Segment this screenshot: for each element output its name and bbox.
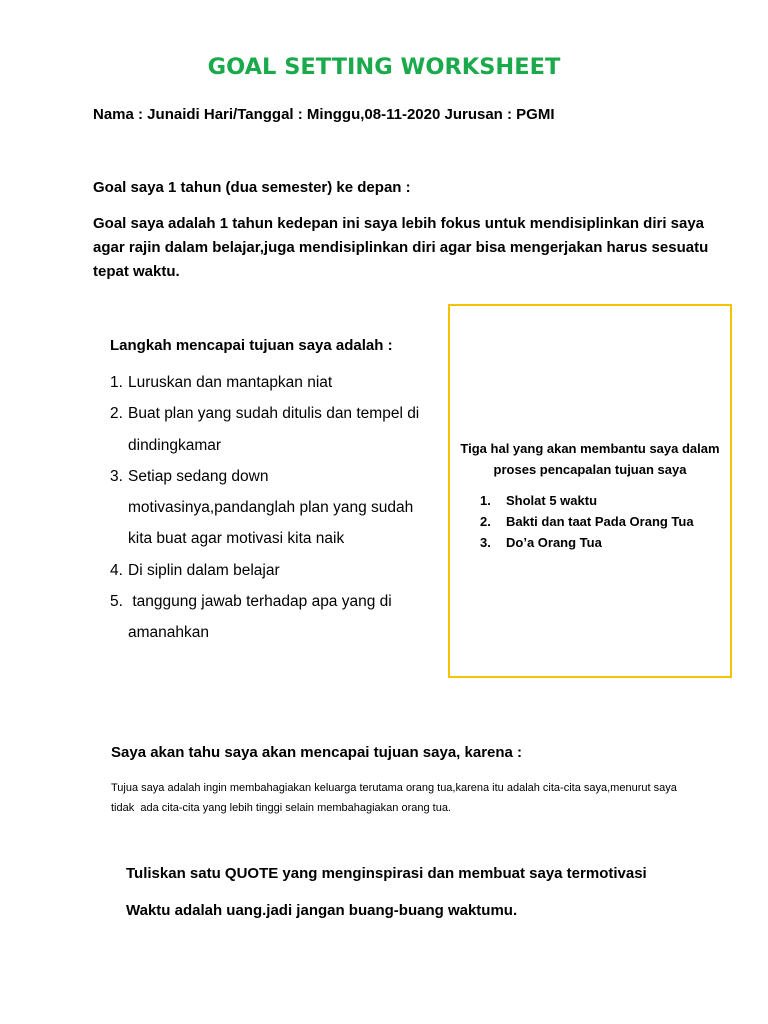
- steps-item-text: Buat plan yang sudah ditulis dan tempel di dindingkamar: [128, 405, 420, 454]
- steps-item-number: 4.: [110, 561, 123, 579]
- student-info-line: Nama : Junaidi Hari/Tanggal : Minggu,08-11-2020 Jurusan : PGMI: [93, 106, 555, 123]
- help-list-item: [480, 532, 694, 553]
- goal-text: Goal saya adalah 1 tahun kedepan ini saya lebih fokus untuk mendisiplinkan diri saya agar rajin dalam belajar,juga mendisiplinkan diri agar bisa mengerjakan harus sesuatu tepat waktu.: [93, 215, 709, 280]
- help-item-text: Bakti dan taat Pada Orang Tua: [506, 514, 694, 529]
- help-item-number: 3.: [480, 535, 491, 550]
- quote-heading: Tuliskan satu QUOTE yang menginspirasi dan membuat saya termotivasi: [126, 865, 647, 882]
- steps-item-number: 1.: [110, 374, 123, 391]
- help-list-item: [480, 511, 694, 532]
- steps-item-text: tanggung jawab terhadap apa yang di amanahkan: [128, 593, 397, 642]
- steps-list-item: [110, 398, 420, 461]
- steps-list: [110, 367, 420, 649]
- help-box: [448, 304, 732, 678]
- steps-item-number: 2.: [110, 405, 123, 423]
- reason-text: Tujua saya adalah ingin membahagiakan keluarga terutama orang tua,karena itu adalah cita-cita saya,menurut saya tidak ada cita-cita yang lebih tinggi selain membahagiakan orang tua.: [111, 782, 680, 814]
- steps-item-text: Setiap sedang down motivasinya,pandanglah plan yang sudah kita buat agar motivasi kita naik: [128, 467, 414, 548]
- steps-list-item: [110, 367, 420, 398]
- steps-item-number: 5.: [110, 593, 123, 611]
- steps-list-item: [110, 555, 420, 586]
- steps-list-item: [110, 586, 420, 649]
- help-item-text: Do’a Orang Tua: [506, 535, 602, 550]
- steps-item-number: 3.: [110, 467, 123, 485]
- steps-item-text: Luruskan dan mantapkan niat: [128, 374, 333, 391]
- help-item-number: 1.: [480, 493, 491, 508]
- help-item-text: Sholat 5 waktu: [506, 493, 598, 508]
- reason-heading: Saya akan tahu saya akan mencapai tujuan saya, karena :: [111, 744, 523, 761]
- steps-list-item: [110, 461, 420, 555]
- steps-item-text: Di siplin dalam belajar: [128, 561, 280, 579]
- help-item-number: 2.: [480, 514, 491, 529]
- goal-heading: Goal saya 1 tahun (dua semester) ke depan :: [93, 179, 411, 196]
- help-box-list: [480, 490, 694, 553]
- quote-text: Waktu adalah uang.jadi jangan buang-buang waktumu.: [126, 902, 518, 919]
- help-box-heading: Tiga hal yang akan membantu saya dalam proses pencapalan tujuan saya: [460, 441, 720, 477]
- page-title: GOAL SETTING WORKSHEET: [207, 54, 561, 80]
- steps-heading: Langkah mencapai tujuan saya adalah :: [110, 337, 393, 354]
- help-list-item: [480, 490, 694, 511]
